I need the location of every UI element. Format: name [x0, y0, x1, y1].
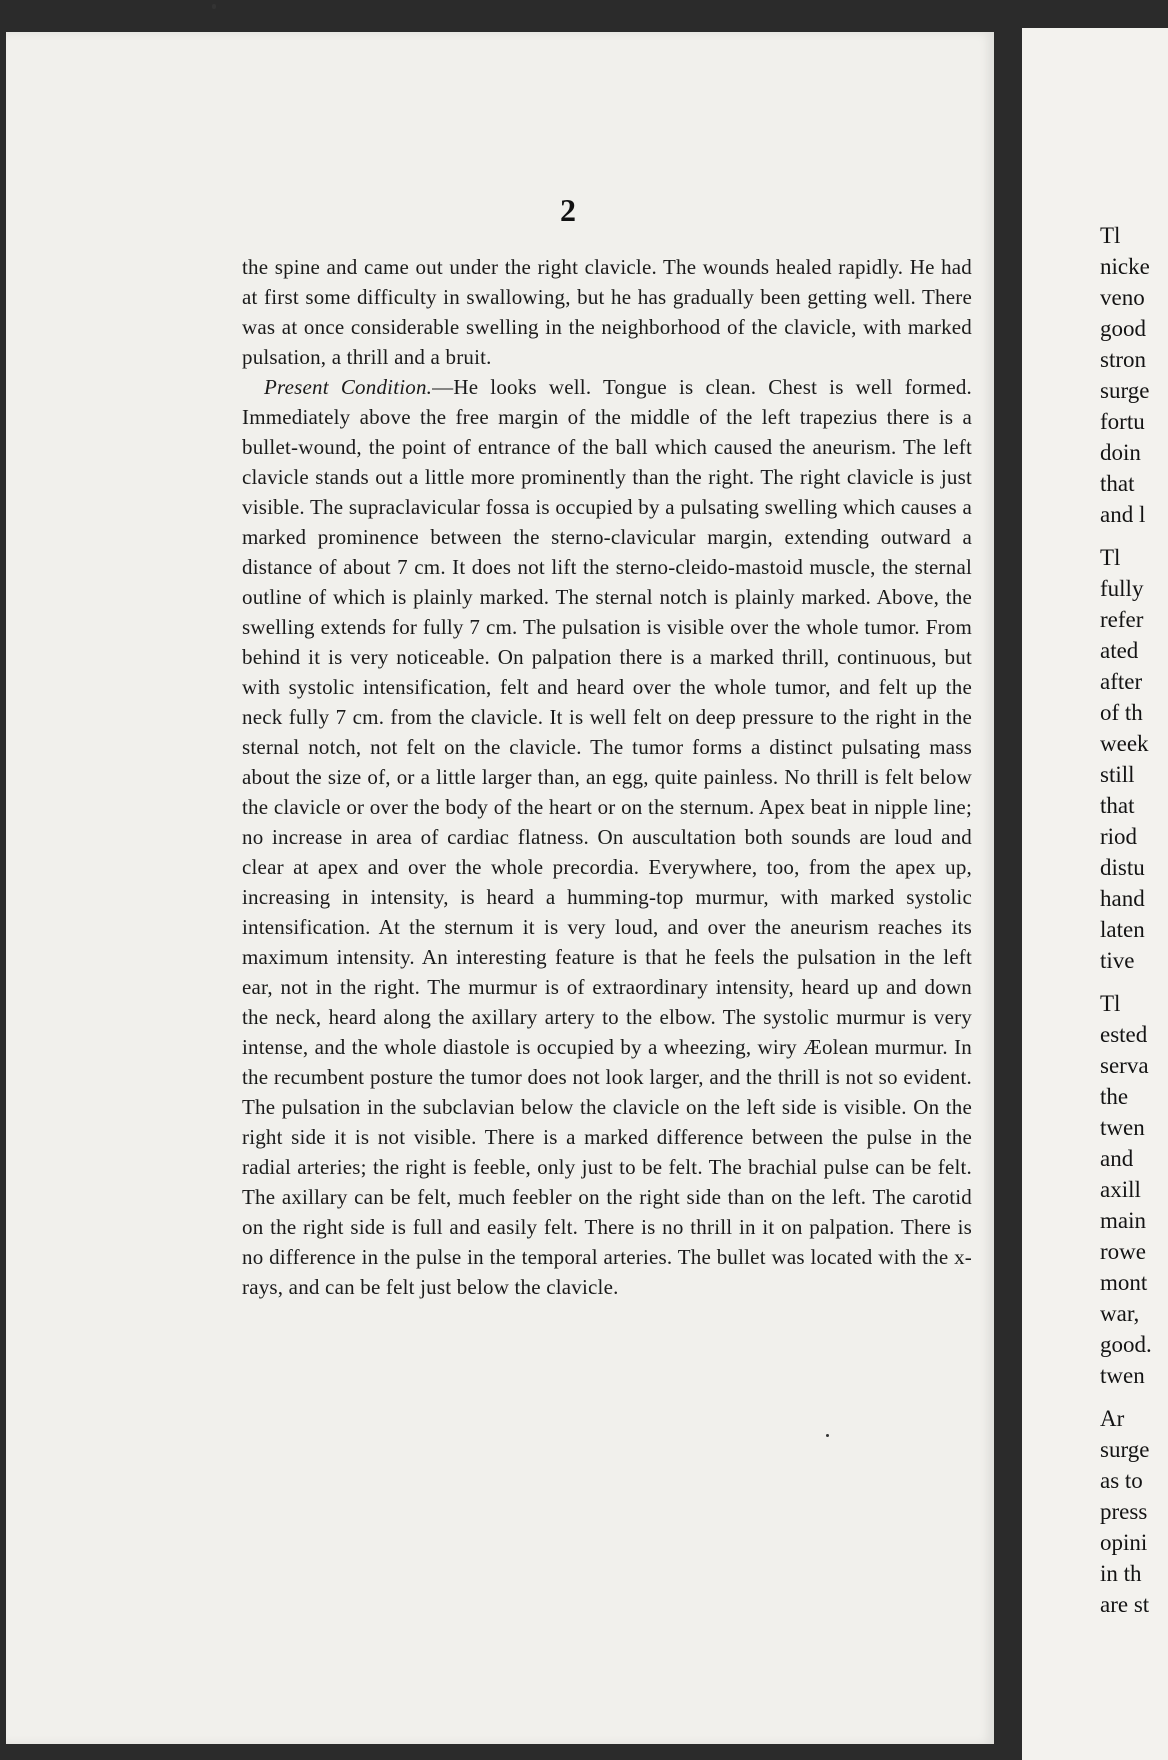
adjacent-line: that — [1100, 793, 1135, 818]
scan-speck — [212, 4, 216, 9]
adjacent-line: twen — [1100, 1115, 1145, 1140]
adjacent-line: good. — [1100, 1332, 1152, 1357]
scan-speck — [826, 1434, 829, 1437]
adjacent-line: still — [1100, 762, 1135, 787]
adjacent-line: war, — [1100, 1301, 1140, 1326]
adjacent-line: good — [1100, 316, 1146, 341]
page-number: 2 — [560, 192, 576, 228]
adjacent-line: Ar — [1100, 1406, 1125, 1431]
adjacent-line: and l — [1100, 502, 1146, 527]
adjacent-line: mont — [1100, 1270, 1148, 1295]
adjacent-line: distu — [1100, 855, 1145, 880]
adjacent-line: main — [1100, 1208, 1146, 1233]
adjacent-line: tive — [1100, 948, 1135, 973]
adjacent-line: twen — [1100, 1363, 1145, 1388]
adjacent-line: are st — [1100, 1592, 1150, 1617]
adjacent-line: opini — [1100, 1530, 1148, 1555]
paragraph — [242, 372, 972, 1302]
adjacent-line: that — [1100, 471, 1135, 496]
adjacent-line: rowe — [1100, 1239, 1146, 1264]
adjacent-line: of th — [1100, 700, 1143, 725]
adjacent-line: hand — [1100, 886, 1145, 911]
adjacent-line: surge — [1100, 1437, 1150, 1462]
adjacent-line: and — [1100, 1146, 1134, 1171]
adjacent-line: Tl — [1100, 545, 1121, 570]
body-text — [242, 252, 972, 1302]
adjacent-line: ated — [1100, 638, 1139, 663]
adjacent-page-text — [1100, 220, 1168, 1620]
adjacent-line: surge — [1100, 378, 1150, 403]
adjacent-line: fortu — [1100, 409, 1145, 434]
adjacent-line: laten — [1100, 917, 1145, 942]
paragraph: the spine and came out under the right clavicle. The wounds healed rapidly. He had at first some difficulty in swallowing, but he has gradually been getting well. There was at once considerable swelling in the neighborhood of the clavicle, with marked pulsation, a thrill and a bruit. — [242, 255, 972, 369]
adjacent-line: after — [1100, 669, 1143, 694]
adjacent-line: week — [1100, 731, 1149, 756]
section-heading: Present Condition. — [264, 375, 433, 399]
adjacent-line: axill — [1100, 1177, 1141, 1202]
adjacent-line: fully — [1100, 576, 1144, 601]
adjacent-line: press — [1100, 1499, 1148, 1524]
adjacent-line: veno — [1100, 285, 1145, 310]
adjacent-line: as to — [1100, 1468, 1143, 1493]
adjacent-line: Tl — [1100, 991, 1121, 1016]
adjacent-line: the — [1100, 1084, 1129, 1109]
paragraph-text: —He looks well. Tongue is clean. Chest is well formed. Immediately above the free margin of the middle of the left trapezius there is a bullet-wound, the point of entrance of the ball which caused the aneurism. The left clavicle stands out a little more prominently than the right. The right clavicle is just visible. The supraclavicular fossa is occupied by a pulsating swelling which causes a marked prominence between the sterno-clavicular margin, extending outward a distance of about 7 cm. It does not lift the sterno-cleido-mastoid muscle, the sternal outline of which is plainly marked. The sternal notch is plainly marked. Above, the swelling extends for fully 7 cm. The pulsation is visible over the whole tumor. From behind it is very noticeable. On palpation there is a marked thrill, continuous, but with systolic intensification, felt and heard over the whole tumor, and felt up the neck fully 7 cm. from the clavicle. It is well felt on deep pressure to the right in the sternal notch, not felt on the clavicle. The tumor forms a distinct pulsating mass about the size of, or a little larger than, an egg, quite painless. No thrill is felt below the clavicle or over the body of the heart or on the sternum. Apex beat in nipple line; no increase in area of cardiac flatness. On auscultation both sounds are loud and clear at apex and over the whole precordia. Everywhere, too, from the apex up, increasing in intensity, is heard a humming-top murmur, with marked systolic intensification. At the sternum it is very loud, and over the aneurism reaches its maximum intensity. An interesting feature is that he feels the pulsation in the left ear, not in the right. The murmur is of extraordinary intensity, heard up and down the neck, heard along the axillary artery to the elbow. The systolic murmur is very intense, and the whole diastole is occupied by a wheezing, wiry Æolean murmur. In the recumbent posture the tumor does not look larger, and the thrill is not so evident. The pulsation in the subclavian below the clavicle on the left side is visible. On the right side it is not visible. There is a marked difference between the pulse in the radial arteries; the right is feeble, only just to be felt. The brachial pulse can be felt. The axillary can be felt, much feebler on the right side than on the left. The carotid on the right side is full and easily felt. There is no thrill in it on palpation. There is no difference in the pulse in the temporal arteries. The bullet was located with the x-rays, and can be felt just below the clavicle. — [242, 375, 972, 1299]
adjacent-line: Tl — [1100, 223, 1121, 248]
adjacent-line: nicke — [1100, 254, 1150, 279]
adjacent-line: stron — [1100, 347, 1146, 372]
adjacent-line: riod — [1100, 824, 1138, 849]
adjacent-line: in th — [1100, 1561, 1142, 1586]
adjacent-line: serva — [1100, 1053, 1149, 1078]
adjacent-line: ested — [1100, 1022, 1148, 1047]
adjacent-line: refer — [1100, 607, 1144, 632]
adjacent-line: doin — [1100, 440, 1141, 465]
